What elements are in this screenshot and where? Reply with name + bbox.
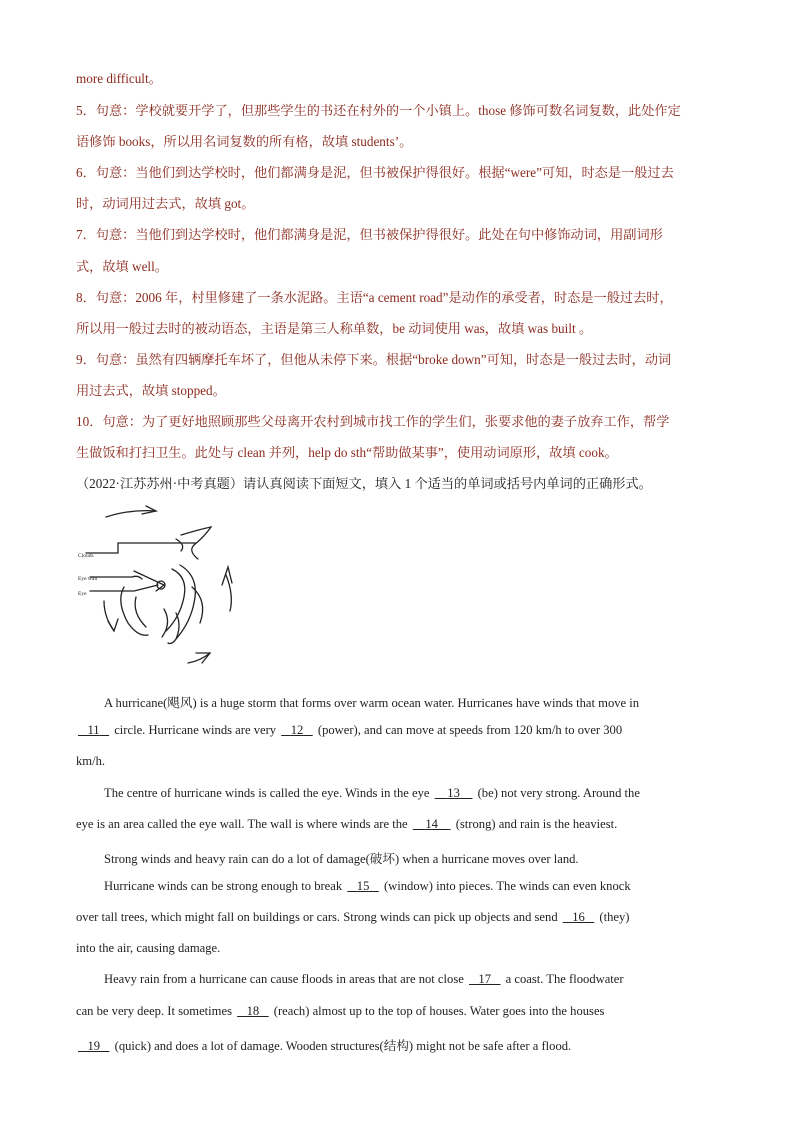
blank-11[interactable]: 11 [87,723,100,737]
p4-line1: Hurricane winds can be strong enough to break 15 (window) into pieces. The winds can even knock [104,879,631,893]
p4-line3: into the air, causing damage. [76,941,221,955]
answer-6-line1: 6．句意：当他们到达学校时，他们都满身是泥，但书被保护得很好。根据“were”可知，时态是一般过去 [76,165,674,180]
p1-line1: A hurricane(飓风) is a huge storm that forms over warm ocean water. Hurricanes have winds that move in [104,696,640,710]
answer-10-line2: 生做饭和打扫卫生。此处与 clean 并列，help do sth“帮助做某事”，使用动词原形，故填 cook。 [76,445,618,460]
p3-line1: Strong winds and heavy rain can do a lot of damage(破坏) when a hurricane moves over land. [104,852,579,866]
blank-19[interactable]: 19 [87,1039,101,1053]
blank-12[interactable]: 12 [290,723,304,737]
answer-7-line2: 式，故填 well。 [76,259,168,274]
p5-line2: can be very deep. It sometimes 18 (reach) almost up to the top of houses. Water goes into the houses [76,1004,605,1018]
exercise-instruction: （2022·江苏苏州·中考真题）请认真阅读下面短文，填入 1 个适当的单词或括号内单词的正确形式。 [76,476,652,491]
answer-6-line2: 时，动词用过去式，故填 got。 [76,196,255,211]
spiral-band-2 [166,569,185,631]
blank-15[interactable]: 15 [356,879,370,893]
eye-wall-pointer [90,576,142,579]
answer-9-line2: 用过去式，故填 stopped。 [76,383,226,398]
answer-9-line1: 9．句意：虽然有四辆摩托车坏了，但他从未停下来。根据“broke down”可知，时态是一般过去时，动词 [76,352,672,367]
p2-line2: eye is an area called the eye wall. The wall is where winds are the 14 (strong) and rain is the heaviest. [76,817,618,831]
label-eye-wall: Eye wall [78,576,98,582]
wind-arrow-right [226,575,231,611]
p5-line3: 19 (quick) and does a lot of damage. Wooden structures(结构) might not be safe after a flood. [76,1035,571,1054]
blank-14[interactable]: 14 [425,817,438,831]
p1-line2: 11 circle. Hurricane winds are very 12 (power), and can move at speeds from 120 km/h to over 300 [76,723,622,738]
wind-arrow-left [104,601,114,631]
answer-10-line1: 10．句意：为了更好地照顾那些父母离开农村到城市找工作的学生们，张要求他的妻子放弃工作，帮学 [76,414,670,429]
answer-8-line1: 8．句意：2006 年，村里修建了一条水泥路。主语“a cement road”是动作的承受者，时态是一般过去时， [76,290,673,305]
label-clouds: Clouds [78,553,94,559]
answer-4-end: more difficult。 [76,71,162,86]
answer-7-line1: 7．句意：当他们到达学校时，他们都满身是泥，但书被保护得很好。此处在句中修饰动词，用副词形 [76,227,663,242]
blank-17[interactable]: 17 [478,972,492,986]
p1-line3: km/h. [76,754,106,768]
blank-18[interactable]: 18 [246,1004,260,1018]
answer-5-line2: 语修饰 books，所以用名词复数的所有格，故填 students’。 [76,134,413,149]
spiral-band-1 [121,587,148,635]
clouds-pointer [86,543,196,553]
hurricane-diagram [76,505,246,670]
p4-line2: over tall trees, which might fall on buildings or cars. Strong winds can pick up objects and send 16 (they) [76,910,630,924]
p5-line1: Heavy rain from a hurricane can cause floods in areas that are not close 17 a coast. The floodwater [104,972,624,986]
label-eye: Eye [78,591,87,597]
blank-13[interactable]: 13 [447,786,460,800]
p2-line1: The centre of hurricane winds is called the eye. Winds in the eye 13 (be) not very strong. Around the [104,786,640,800]
wind-arrow-top [106,511,156,517]
answer-5-line1: 5．句意：学校就要开学了，但那些学生的书还在村外的一个小镇上。those 修饰可数名词复数，此处作定 [76,103,681,118]
answer-8-line2: 所以用一般过去时的被动语态，主语是第三人称单数，be 动词使用 was，故填 was built 。 [76,321,593,336]
blank-16[interactable]: 16 [572,910,585,924]
